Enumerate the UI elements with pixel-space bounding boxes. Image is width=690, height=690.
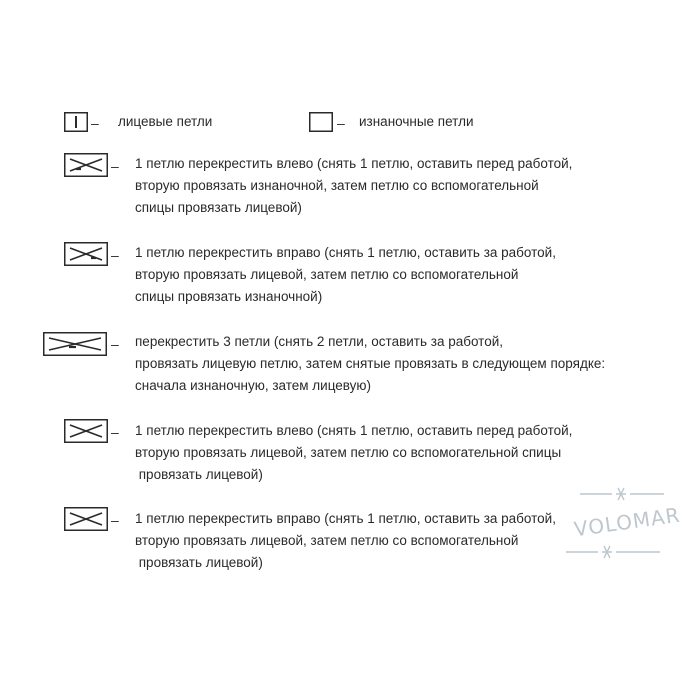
cross-left-symbol xyxy=(64,419,108,443)
knit-stitch-symbol xyxy=(64,112,88,132)
watermark-text: VOLOMAR xyxy=(572,502,680,542)
dash: – xyxy=(337,115,345,131)
cross-right-purl-symbol xyxy=(64,242,108,266)
text-line: сначала изнаночную, затем лицевую) xyxy=(135,378,372,393)
text-line: 1 петлю перекрестить влево (снять 1 петлю, оставить перед работой, xyxy=(135,423,573,438)
entry-description xyxy=(135,508,556,574)
volomar-watermark xyxy=(560,470,680,590)
knit-stitch-label: лицевые петли xyxy=(118,114,213,129)
dash: – xyxy=(111,158,119,174)
entry-description xyxy=(135,420,572,486)
text-line: перекрестить 3 петли (снять 2 петли, оставить за работой, xyxy=(135,334,504,349)
text-line: спицы провязать изнаночной) xyxy=(135,289,323,304)
text-line: вторую провязать лицевой, затем петлю со вспомогательной спицы xyxy=(135,445,562,460)
dash: – xyxy=(111,424,119,440)
text-line: 1 петлю перекрестить вправо (снять 1 петлю, оставить за работой, xyxy=(135,245,556,260)
text-line: вторую провязать лицевой, затем петлю со вспомогательной xyxy=(135,533,519,548)
dash: – xyxy=(111,247,119,263)
purl-stitch-label: изнаночные петли xyxy=(359,114,474,129)
text-line: провязать лицевой) xyxy=(135,467,263,482)
purl-stitch-symbol xyxy=(309,112,333,132)
cross-right-symbol xyxy=(64,507,108,531)
text-line: вторую провязать изнаночной, затем петлю со вспомогательной xyxy=(135,178,539,193)
entry-description xyxy=(135,331,605,397)
dash: – xyxy=(91,115,99,131)
text-line: вторую провязать лицевой, затем петлю со вспомогательной xyxy=(135,267,519,282)
dash: – xyxy=(111,336,119,352)
text-line: провязать лицевой) xyxy=(135,555,263,570)
text-line: 1 петлю перекрестить вправо (снять 1 петлю, оставить за работой, xyxy=(135,511,556,526)
entry-description xyxy=(135,242,556,308)
dash: – xyxy=(111,512,119,528)
text-line: 1 петлю перекрестить влево (снять 1 петлю, оставить перед работой, xyxy=(135,156,573,171)
text-line: спицы провязать лицевой) xyxy=(135,200,302,215)
cross-left-purl-symbol xyxy=(64,153,108,177)
cross-3-symbol xyxy=(43,332,107,356)
text-line: провязать лицевую петлю, затем снятые провязать в следующем порядке: xyxy=(135,356,606,371)
entry-description xyxy=(135,153,572,219)
